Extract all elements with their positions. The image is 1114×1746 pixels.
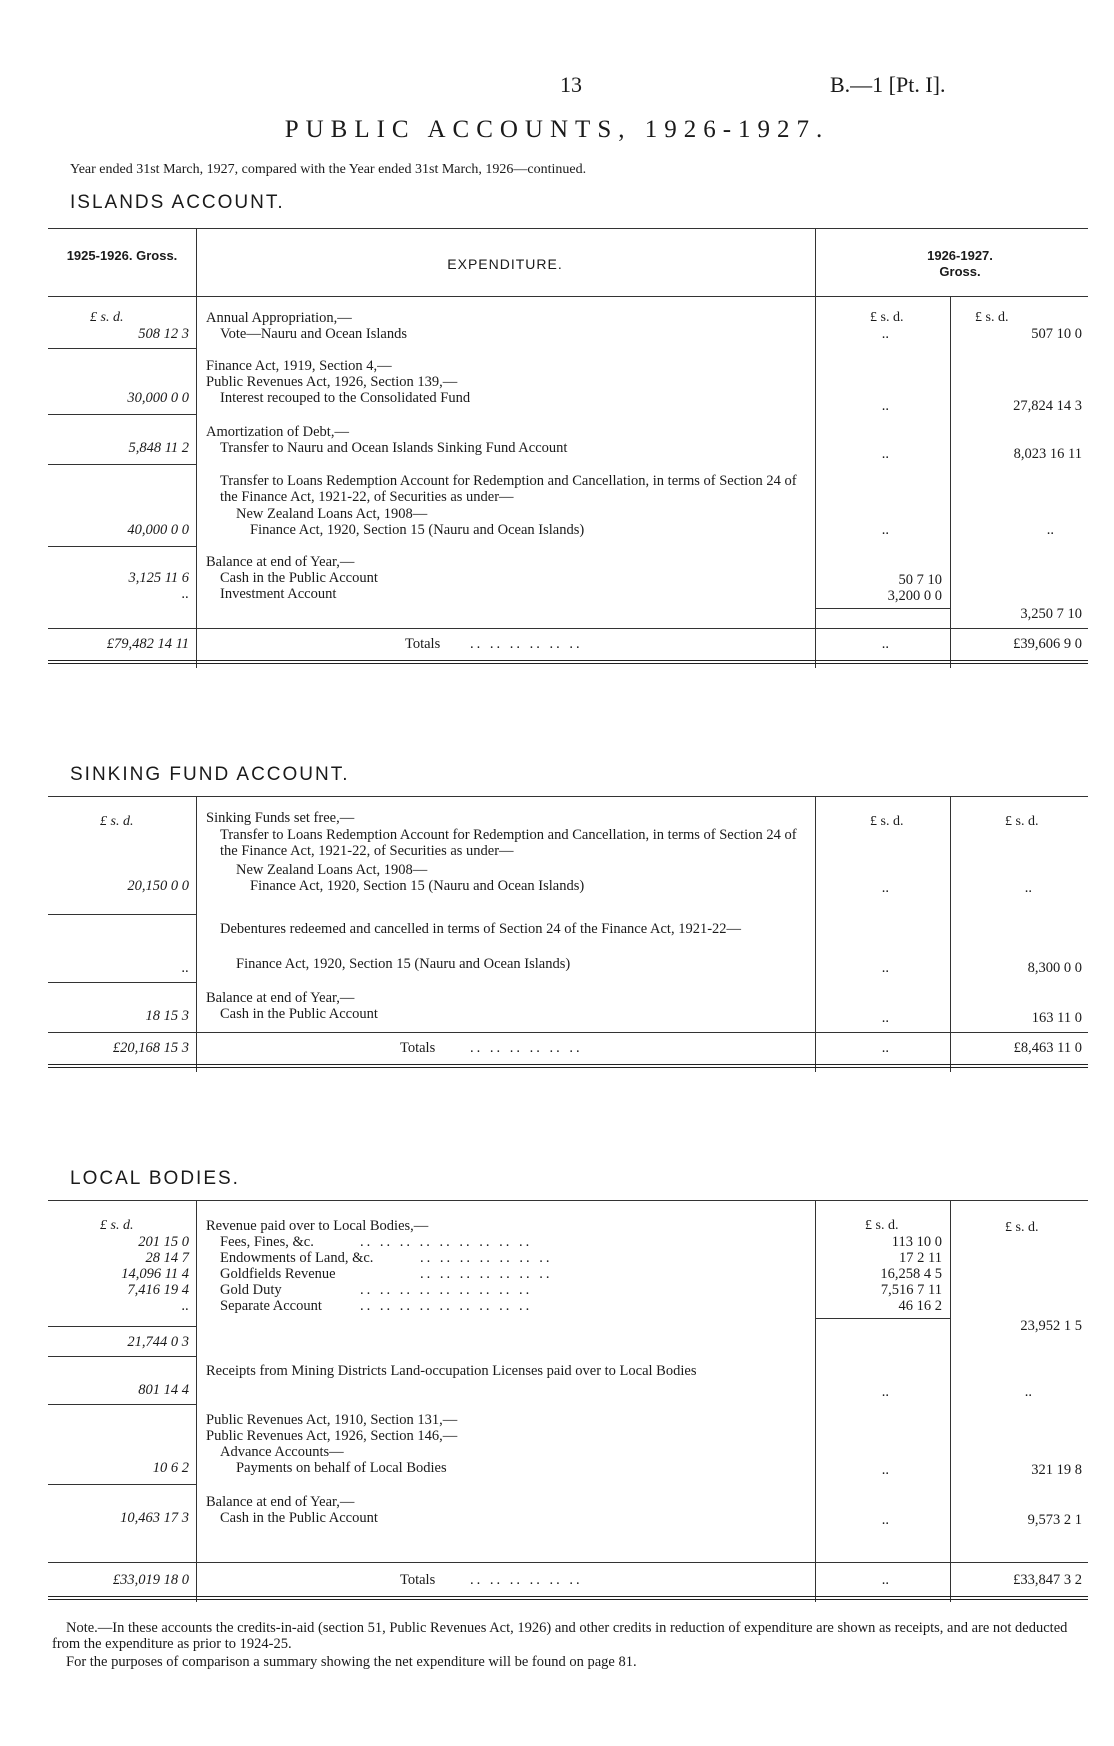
row-label: Transfer to Nauru and Ocean Islands Sinking Fund Account (220, 440, 568, 456)
mid-total: .. (881, 1572, 889, 1588)
prev-year-amount: 14,096 11 4 (121, 1266, 189, 1282)
row-label: New Zealand Loans Act, 1908— (236, 862, 428, 878)
mid-amount: 113 10 0 (891, 1234, 942, 1250)
mid-total: .. (881, 636, 889, 652)
dot-leader: .. .. .. .. .. .. (470, 1040, 583, 1056)
islands-account-heading: ISLANDS ACCOUNT. (70, 192, 285, 213)
mid-amount: 3,200 0 0 (887, 588, 942, 604)
prev-year-amount: 10,463 17 3 (120, 1510, 189, 1526)
row-rule (48, 1484, 196, 1485)
row-label: Fees, Fines, &c. (220, 1234, 314, 1250)
footnote: Note.—In these accounts the credits-in-aid (section 51, Public Revenues Act, 1926) and other credits in reduction of expenditure are shown as receipts, and are not deducted from the expenditure as prior to 1924-25. (52, 1620, 1068, 1652)
currency-header: £ s. d. (975, 310, 1009, 325)
column-divider (815, 1200, 816, 1602)
current-year-amount: .. (1024, 880, 1032, 896)
table-top-rule (48, 1200, 1088, 1201)
current-year-amount: 27,824 14 3 (1013, 398, 1082, 414)
row-rule (48, 628, 1088, 629)
row-label: New Zealand Loans Act, 1908— (236, 506, 428, 522)
column-divider (196, 1200, 197, 1602)
prev-year-amount: 30,000 0 0 (127, 390, 189, 406)
mid-amount: 50 7 10 (898, 572, 942, 588)
prev-year-amount: 7,416 19 4 (127, 1282, 189, 1298)
double-rule (48, 1064, 1088, 1068)
dot-leader: .. .. .. .. .. .. .. .. .. (360, 1282, 533, 1298)
row-rule (48, 414, 196, 415)
row-label: Transfer to Loans Redemption Account for Redemption and Cancellation, in terms of Section 24 of the Finance Act, 1921-22, of Securities as under— (220, 827, 797, 859)
currency-header: £ s. d. (1005, 814, 1039, 829)
row-label: Separate Account (220, 1298, 322, 1314)
mid-amount: 7,516 7 11 (880, 1282, 942, 1298)
row-label: Receipts from Mining Districts Land-occupation Licenses paid over to Local Bodies (206, 1363, 697, 1379)
current-year-amount: .. (1024, 1384, 1032, 1400)
row-label: Endowments of Land, &c. (220, 1250, 374, 1266)
row-label: Finance Act, 1919, Section 4,— (206, 358, 392, 374)
page-title: PUBLIC ACCOUNTS, 1926-1927. (284, 116, 830, 143)
row-rule (48, 348, 196, 349)
local-bodies-heading: LOCAL BODIES. (70, 1168, 240, 1189)
row-label: Annual Appropriation,— (206, 310, 352, 326)
column-header-prev-year: 1925-1926. Gross. (66, 248, 178, 263)
row-label: Vote—Nauru and Ocean Islands (220, 326, 407, 342)
column-divider (196, 228, 197, 668)
prev-year-amount: 20,150 0 0 (127, 878, 189, 894)
row-label: Cash in the Public Account (220, 1006, 378, 1022)
dot-leader: .. .. .. .. .. .. .. (420, 1250, 553, 1266)
mid-amount: .. (881, 398, 889, 414)
current-year-amount: 163 11 0 (1031, 1010, 1082, 1026)
currency-header: £ s. d. (100, 814, 134, 829)
row-label: Cash in the Public Account (220, 1510, 378, 1526)
mid-amount: .. (881, 960, 889, 976)
subtotal-rule (815, 1318, 950, 1319)
column-divider (950, 296, 951, 668)
current-year-total: £39,606 9 0 (1013, 636, 1082, 652)
totals-label: Totals (400, 1572, 436, 1588)
row-label: Investment Account (220, 586, 337, 602)
currency-header: £ s. d. (90, 310, 124, 325)
row-label: Public Revenues Act, 1910, Section 131,— (206, 1412, 458, 1428)
totals-label: Totals (405, 636, 441, 652)
currency-header: £ s. d. (865, 1218, 899, 1233)
mid-amount: .. (881, 326, 889, 342)
row-label: Finance Act, 1920, Section 15 (Nauru and Ocean Islands) (236, 956, 571, 972)
mid-amount: .. (881, 1384, 889, 1400)
dot-leader: .. .. .. .. .. .. .. (420, 1266, 553, 1282)
prev-year-amount: 3,125 11 6 (128, 570, 189, 586)
row-rule (48, 1356, 196, 1357)
currency-header: £ s. d. (870, 310, 904, 325)
currency-header: £ s. d. (100, 1218, 134, 1233)
totals-label: Totals (400, 1040, 436, 1056)
mid-amount: 17 2 11 (899, 1250, 942, 1266)
row-rule (48, 914, 196, 915)
current-year-amount: 8,300 0 0 (1027, 960, 1082, 976)
prev-year-total: £79,482 14 11 (106, 636, 189, 652)
row-rule (48, 546, 196, 547)
row-label: Debentures redeemed and cancelled in terms of Section 24 of the Finance Act, 1921-22— (220, 921, 742, 937)
row-rule (48, 464, 196, 465)
double-rule (48, 660, 1088, 664)
row-rule (48, 1326, 196, 1327)
prev-year-amount: 201 15 0 (138, 1234, 189, 1250)
prev-year-subtotal: 21,744 0 3 (127, 1334, 189, 1350)
dot-leader: .. .. .. .. .. .. .. .. .. (360, 1298, 533, 1314)
row-label: Balance at end of Year,— (206, 554, 355, 570)
row-label: Payments on behalf of Local Bodies (236, 1460, 447, 1476)
row-label: Balance at end of Year,— (206, 990, 355, 1006)
prev-year-total: £33,019 18 0 (112, 1572, 189, 1588)
footnote: For the purposes of comparison a summary showing the net expenditure will be found on page 81. (66, 1654, 637, 1670)
row-label: Sinking Funds set free,— (206, 810, 355, 826)
row-label: Revenue paid over to Local Bodies,— (206, 1218, 429, 1234)
prev-year-amount: 40,000 0 0 (127, 522, 189, 538)
current-year-amount: 8,023 16 11 (1013, 446, 1082, 462)
row-rule (48, 1562, 1088, 1563)
sinking-fund-heading: SINKING FUND ACCOUNT. (70, 764, 350, 785)
current-year-total: £8,463 11 0 (1013, 1040, 1082, 1056)
column-divider (196, 796, 197, 1072)
currency-header: £ s. d. (870, 814, 904, 829)
row-label: Amortization of Debt,— (206, 424, 349, 440)
column-divider (950, 796, 951, 1072)
column-divider (950, 1200, 951, 1602)
document-reference: B.—1 [Pt. I]. (830, 72, 946, 97)
row-rule (48, 982, 196, 983)
mid-amount: .. (881, 446, 889, 462)
row-rule (48, 1404, 196, 1405)
prev-year-amount: 18 15 3 (145, 1008, 189, 1024)
current-year-subtotal: 23,952 1 5 (1020, 1318, 1082, 1334)
table-top-rule (48, 228, 1088, 229)
mid-total: .. (881, 1040, 889, 1056)
mid-amount: .. (881, 1512, 889, 1528)
row-label: Public Revenues Act, 1926, Section 139,— (206, 374, 458, 390)
prev-year-total: £20,168 15 3 (112, 1040, 189, 1056)
prev-year-amount: 10 6 2 (152, 1460, 189, 1476)
column-divider (815, 796, 816, 1072)
row-label: Interest recouped to the Consolidated Fund (220, 390, 471, 406)
prev-year-amount: 801 14 4 (138, 1382, 189, 1398)
column-header-current-year: 1926-1927. Gross. (927, 248, 993, 279)
row-label: Finance Act, 1920, Section 15 (Nauru and Ocean Islands) (250, 522, 585, 538)
row-label: Balance at end of Year,— (206, 1494, 355, 1510)
mid-amount: .. (881, 880, 889, 896)
dot-leader: .. .. .. .. .. .. .. .. .. (360, 1234, 533, 1250)
prev-year-amount: 28 14 7 (145, 1250, 189, 1266)
mid-amount: 46 16 2 (898, 1298, 942, 1314)
prev-year-amount: .. (181, 960, 189, 976)
row-label: Cash in the Public Account (220, 570, 378, 586)
row-label: Public Revenues Act, 1926, Section 146,— (206, 1428, 458, 1444)
prev-year-amount: 508 12 3 (138, 326, 189, 342)
dot-leader: .. .. .. .. .. .. (470, 636, 583, 652)
prev-year-amount: 5,848 11 2 (128, 440, 189, 456)
row-label: Advance Accounts— (220, 1444, 344, 1460)
table-header-rule (48, 296, 1088, 297)
mid-amount: .. (881, 1462, 889, 1478)
subtotal-rule (815, 608, 950, 609)
current-year-amount: 321 19 8 (1031, 1462, 1082, 1478)
row-label: Gold Duty (220, 1282, 282, 1298)
current-year-amount: 3,250 7 10 (1020, 606, 1082, 622)
current-year-amount: 9,573 2 1 (1027, 1512, 1082, 1528)
column-divider (815, 228, 816, 668)
page-number: 13 (560, 72, 582, 97)
currency-header: £ s. d. (1005, 1220, 1039, 1235)
row-label: Finance Act, 1920, Section 15 (Nauru and Ocean Islands) (250, 878, 585, 894)
row-rule (48, 1032, 1088, 1033)
current-year-amount: 507 10 0 (1031, 326, 1082, 342)
mid-amount: .. (881, 1010, 889, 1026)
prev-year-amount: .. (181, 1298, 189, 1314)
row-label: Transfer to Loans Redemption Account for Redemption and Cancellation, in terms of Section 24 of the Finance Act, 1921-22, of Securities as under— (220, 473, 797, 505)
page-subtitle: Year ended 31st March, 1927, compared with the Year ended 31st March, 1926—continued. (70, 162, 587, 177)
row-label: Goldfields Revenue (220, 1266, 336, 1282)
current-year-amount: .. (1046, 522, 1054, 538)
prev-year-amount: .. (181, 586, 189, 602)
current-year-total: £33,847 3 2 (1013, 1572, 1082, 1588)
column-header-expenditure: EXPENDITURE. (447, 256, 563, 272)
dot-leader: .. .. .. .. .. .. (470, 1572, 583, 1588)
double-rule (48, 1596, 1088, 1600)
mid-amount: .. (881, 522, 889, 538)
table-top-rule (48, 796, 1088, 797)
mid-amount: 16,258 4 5 (880, 1266, 942, 1282)
